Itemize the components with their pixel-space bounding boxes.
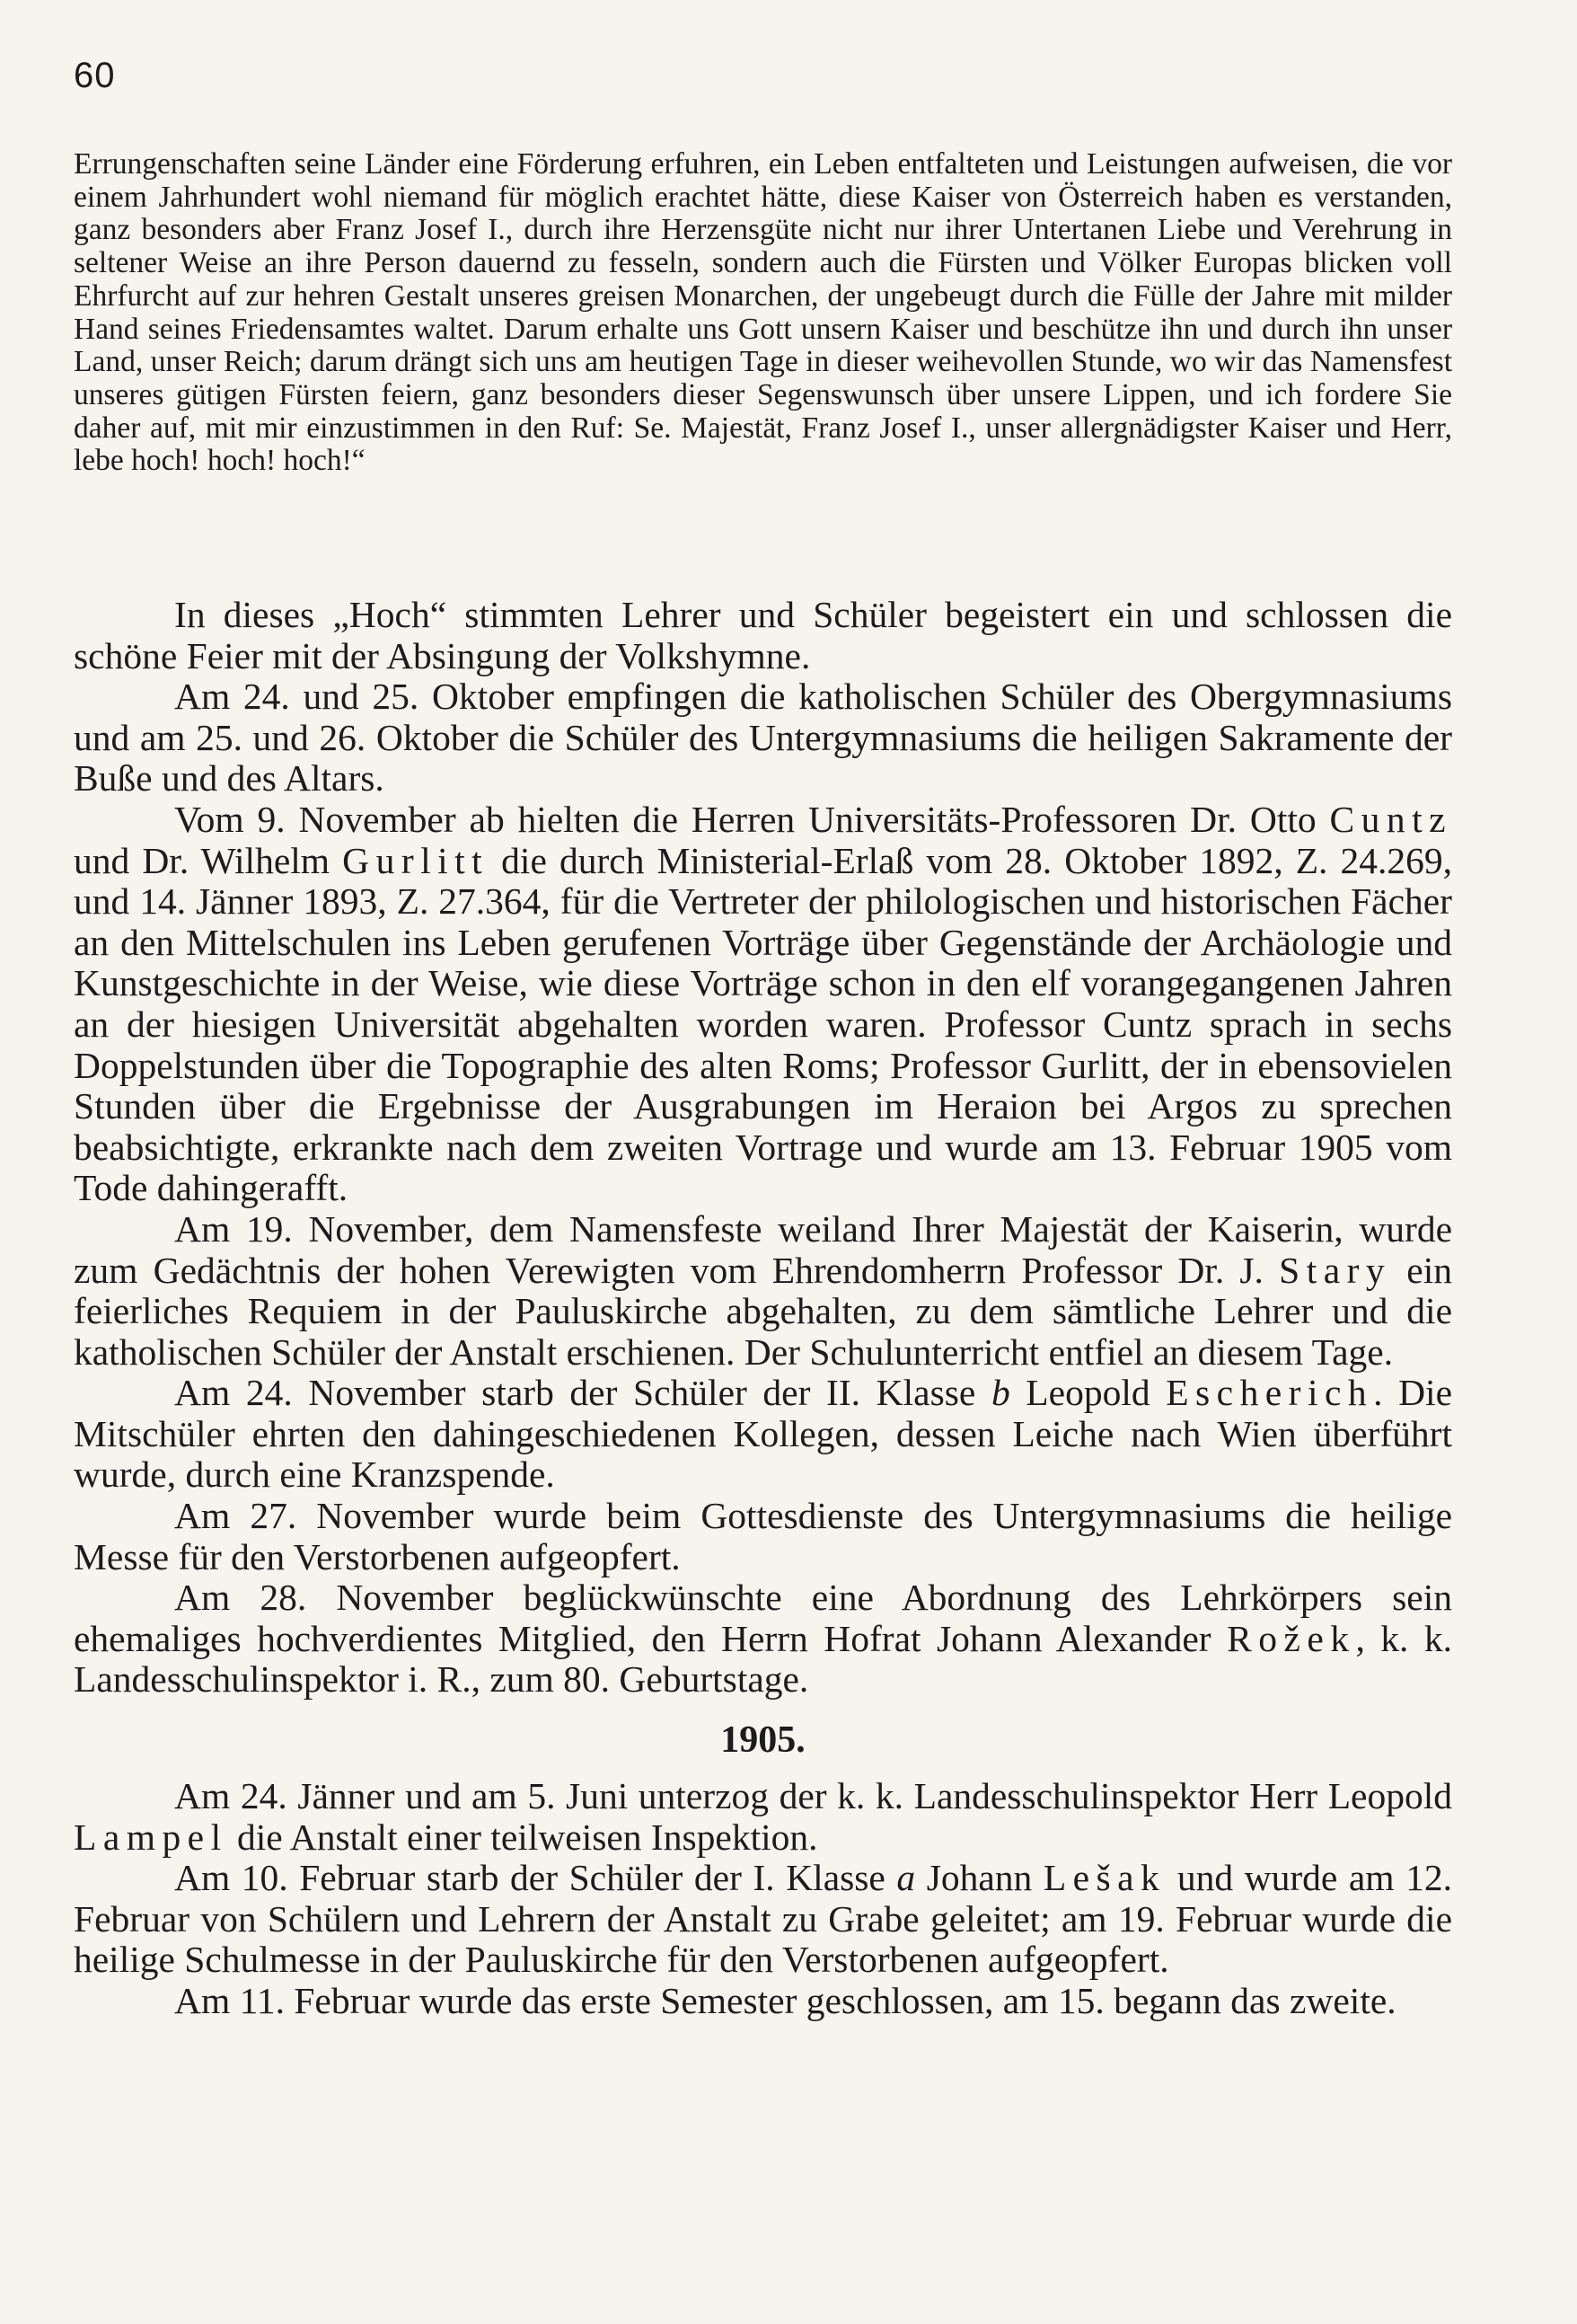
class-letter: a [896, 1857, 916, 1899]
text-run: , k. k. Landesschulinspektor i. R., zum 80. Geburtstage. [74, 1617, 1452, 1701]
text-run: Am 28. November beglückwünschte eine Abordnung des Lehrkörpers sein ehemaliges hochverdientes Mitglied, den Herrn Hofrat Johann Alexander [74, 1577, 1452, 1659]
text-run: . Die Mitschüler ehrten den dahingeschiedenen Kollegen, dessen Leiche nach Wien überführt wurde, durch eine Kranzspende. [74, 1372, 1452, 1496]
person-name-gurlitt: Gurlitt [342, 839, 489, 881]
person-name-lesak: Lešak [1043, 1857, 1167, 1899]
text-run: ein feierliches Requiem in der Pauluskirche abgehalten, zu dem sämtliche Lehrer und die katholischen Schüler der Anstalt erschienen. Der Schulunterricht entfiel an diesem Tage. [74, 1249, 1452, 1373]
main-text [74, 595, 1452, 2022]
text-run: Am 10. Februar starb der Schüler der I. Klasse [174, 1857, 897, 1899]
class-letter: b [991, 1372, 1010, 1414]
person-name-lampel: Lampel [74, 1816, 228, 1858]
person-name-cuntz: Cuntz [1329, 798, 1452, 840]
document-page [74, 0, 1452, 2324]
text-run: die Anstalt einer teilweisen Inspektion. [227, 1816, 818, 1858]
paragraph-requiem [74, 1209, 1452, 1373]
paragraph-semester: Am 11. Februar wurde das erste Semester geschlossen, am 15. begann das zweite. [174, 1980, 1396, 2021]
text-run: Vom 9. November ab hielten die Herren Universitäts-Professoren Dr. Otto [174, 798, 1330, 840]
paragraph-vortraege [74, 800, 1452, 1209]
text-run: und wurde am 12. Februar von Schülern und Lehrern der Anstalt zu Grabe geleitet; am 19. Februar wurde die heilige Schulmesse in der Pauluskirche für den Verstorbenen aufgeopfert. [74, 1857, 1452, 1981]
text-run: Am 24. Jänner und am 5. Juni unterzog der k. k. Landesschulinspektor Herr Leopold [174, 1775, 1452, 1817]
paragraph-lesak [74, 1858, 1452, 1981]
paragraph-hoch: In dieses „Hoch“ stimmten Lehrer und Schüler begeistert ein und schlossen die schöne Feier mit der Absingung der Volkshymne. [74, 594, 1452, 676]
person-name-stary: Stary [1279, 1249, 1392, 1291]
paragraph-messe: Am 27. November wurde beim Gottesdienste des Untergymnasiums die heilige Messe für den Verstorbenen aufgeopfert. [74, 1495, 1452, 1577]
text-run: Johann [915, 1857, 1044, 1899]
text-run: Am 19. November, dem Namensfeste weiland Ihrer Majestät der Kaiserin, wurde zum Gedächtnis der hohen Verewigten vom Ehrendomherrn Professor Dr. J. [74, 1207, 1452, 1291]
speech-quote-block [74, 148, 1452, 478]
person-name-escherich: Escherich [1166, 1372, 1374, 1414]
text-run: Am 24. November starb der Schüler der II. Klasse [174, 1372, 991, 1414]
person-name-rozek: Rožek [1227, 1617, 1356, 1659]
paragraph-escherich [74, 1373, 1452, 1496]
text-run: Leopold [1009, 1372, 1167, 1414]
paragraph-sakramente: Am 24. und 25. Oktober empfingen die katholischen Schüler des Obergymnasiums und am 25. und 26. Oktober die Schüler des Untergymnasiums die heiligen Sakramente der Buße und des Altars. [74, 676, 1452, 800]
paragraph-rozek [74, 1577, 1452, 1701]
text-run: die durch Ministerial-Erlaß vom 28. Oktober 1892, Z. 24.269, und 14. Jänner 1893, Z. 27.364, für die Vertreter der philologischen und historischen Fächer an den Mittelschulen ins Leben gerufenen Vorträge über Gegenstände der Archäologie und Kunstgeschichte in der Weise, wie diese Vorträge schon in den elf vorangegangenen Jahren an der hiesigen Universität abgehalten worden waren. Professor Cuntz sprach in sechs Doppelstunden über die Topographie des alten Roms; Professor Gurlitt, der in ebensovielen Stunden über die Ergebnisse der Ausgrabungen im Heraion bei Argos zu sprechen beabsichtigte, erkrankte nach dem zweiten Vortrage und wurde am 13. Februar 1905 vom Tode dahingerafft. [74, 839, 1452, 1209]
paragraph-inspektion [74, 1776, 1452, 1858]
year-heading: 1905. [720, 1719, 806, 1762]
text-run: und Dr. Wilhelm [74, 839, 343, 881]
speech-quote-text: Errungenschaften seine Länder eine Förderung erfuhren, ein Leben entfalteten und Leistungen aufweisen, die vor einem Jahrhundert wohl niemand für möglich erachtet hätte, diese Kaiser von Österreich haben es verstanden, ganz besonders aber Franz Josef I., durch ihre Herzensgüte nicht nur ihrer Untertanen Liebe und Verehrung in seltener Weise an ihre Person dauernd zu fesseln, sondern auch die Fürsten und Völker Europas blicken voll Ehrfurcht auf zur hehren Gestalt unseres greisen Monarchen, der ungebeugt durch die Fülle der Jahre mit milder Hand seines Friedensamtes waltet. Darum erhalte uns Gott unsern Kaiser und beschütze ihn und durch ihn unser Land, unser Reich; darum drängt sich uns am heutigen Tage in dieser weihevollen Stunde, wo wir das Namensfest unseres gütigen Fürsten feiern, ganz besonders dieser Segenswunsch über unsere Lippen, und ich fordere Sie daher auf, mit mir einzustimmen in den Ruf: Se. Majestät, Franz Josef I., unser allergnädigster Kaiser und Herr, lebe hoch! hoch! hoch!“ [74, 147, 1452, 478]
page-number: 60 [74, 56, 116, 95]
